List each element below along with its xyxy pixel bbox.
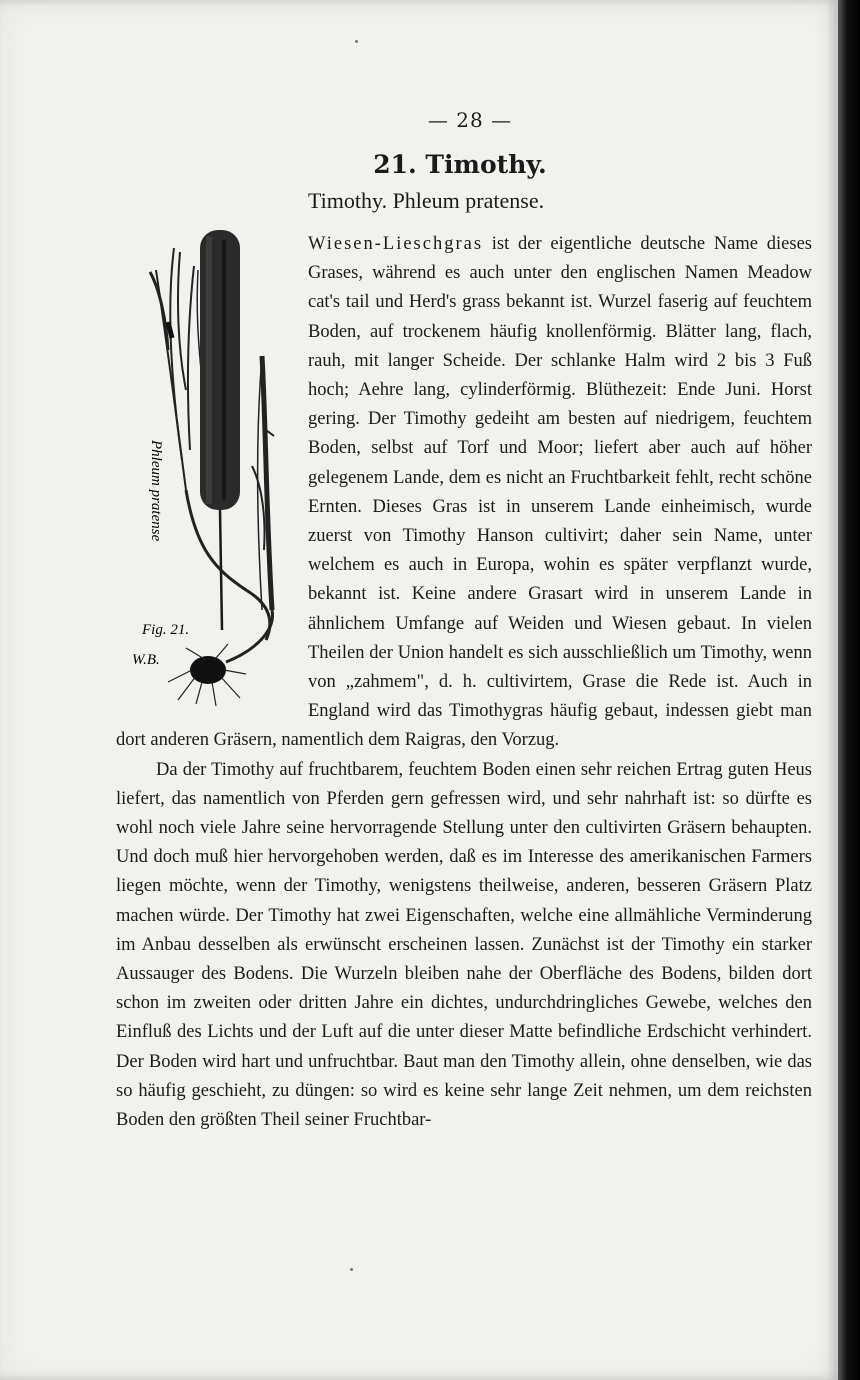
body-text: [116, 230, 812, 1135]
print-speck: [355, 40, 358, 43]
plant-illustration: [116, 230, 308, 706]
section-subtitle: Timothy. Phleum pratense.: [308, 188, 545, 213]
lead-word: Wiesen-Lieschgras: [308, 234, 484, 254]
print-speck: [350, 1268, 353, 1271]
figure-signature: W.B.: [132, 652, 160, 668]
figure-caption: Fig. 21.: [142, 622, 190, 638]
paragraph-1-text: ist der eigentliche deutsche Name dieses Grases, während es auch unter den englischen Namen Meadow cat's tail und Herd's grass bekannt ist. Wurzel faserig auf feuchtem Boden, auf trockenem häufig knollenförmig. Blätter lang, flach, rauh, mit langer Scheide. Der schlanke Halm wird 2 bis 3 Fuß hoch; Aehre lang, cylinderförmig. Blüthezeit: Ende Juni. Horst gering. Der Timothy gedeiht am besten auf niedrigem, feuchtem Boden, selbst auf Torf und Moor; liefert aber auch auf höher gelegenem Lande, dem es nicht an Fruchtbarkeit fehlt, recht schöne Ernten. Dieses Gras ist in unserem Lande einheimisch, wurde zuerst von Timothy Hanson cultivirt; daher sein Name, unter welchem es auch in Europa, wohin es später verpflanzt wurde, bekannt ist. Keine andere Grasart wird in unserem Lande in ähnlichem Umfange auf Weiden und Wiesen gebaut. In vielen Theilen der Union handelt es sich ausschließlich um Timothy, wenn von „zahmem", d. h. cultivirtem, Grase die Rede ist. Auch in England wird das Timothygras häufig gebaut, indessen giebt man dort anderen Gräsern, namentlich dem Raigras, den Vorzug.: [116, 234, 812, 751]
page-edge: [838, 0, 860, 1380]
figure-timothy-plant: [116, 230, 308, 706]
page-number: — 28 —: [427, 108, 513, 132]
plant-label: Phleum pratense: [148, 440, 164, 542]
paragraph-2: Da der Timothy auf fruchtbarem, feuchtem Boden einen sehr reichen Ertrag guten Heus liefert, das namentlich von Pferden gern gefressen wird, und sehr nahrhaft ist: so dürfte es wohl noch viele Jahre seine hervorragende Stellung unter den cultivirten Gräsern behaupten. Und doch muß hier hervorgehoben werden, daß es im Interesse des amerikanischen Farmers liegen möchte, wenn der Timothy, wenigstens theilweise, anderen, besseren Gräsern Platz machen würde. Der Timothy hat zwei Eigenschaften, welche eine allmähliche Verminderung im Anbau desselben als erwünscht erscheinen lassen. Zunächst ist der Timothy ein starker Aussauger des Bodens. Die Wurzeln bleiben nahe der Oberfläche des Bodens, bilden dort schon im zweiten oder dritten Jahre ein dichtes, undurchdringliches Gewebe, welches den Einfluß des Lichts und der Luft auf die unter dieser Matte befindliche Erdschicht verhindert. Der Boden wird hart und unfruchtbar. Baut man den Timothy allein, ohne denselben, wie das so häufig geschieht, zu düngen: so wird es keine sehr lange Zeit nehmen, um dem reichsten Boden den größten Theil seiner Fruchtbar-: [116, 759, 812, 1131]
section-title: 21. Timothy.: [373, 150, 547, 179]
